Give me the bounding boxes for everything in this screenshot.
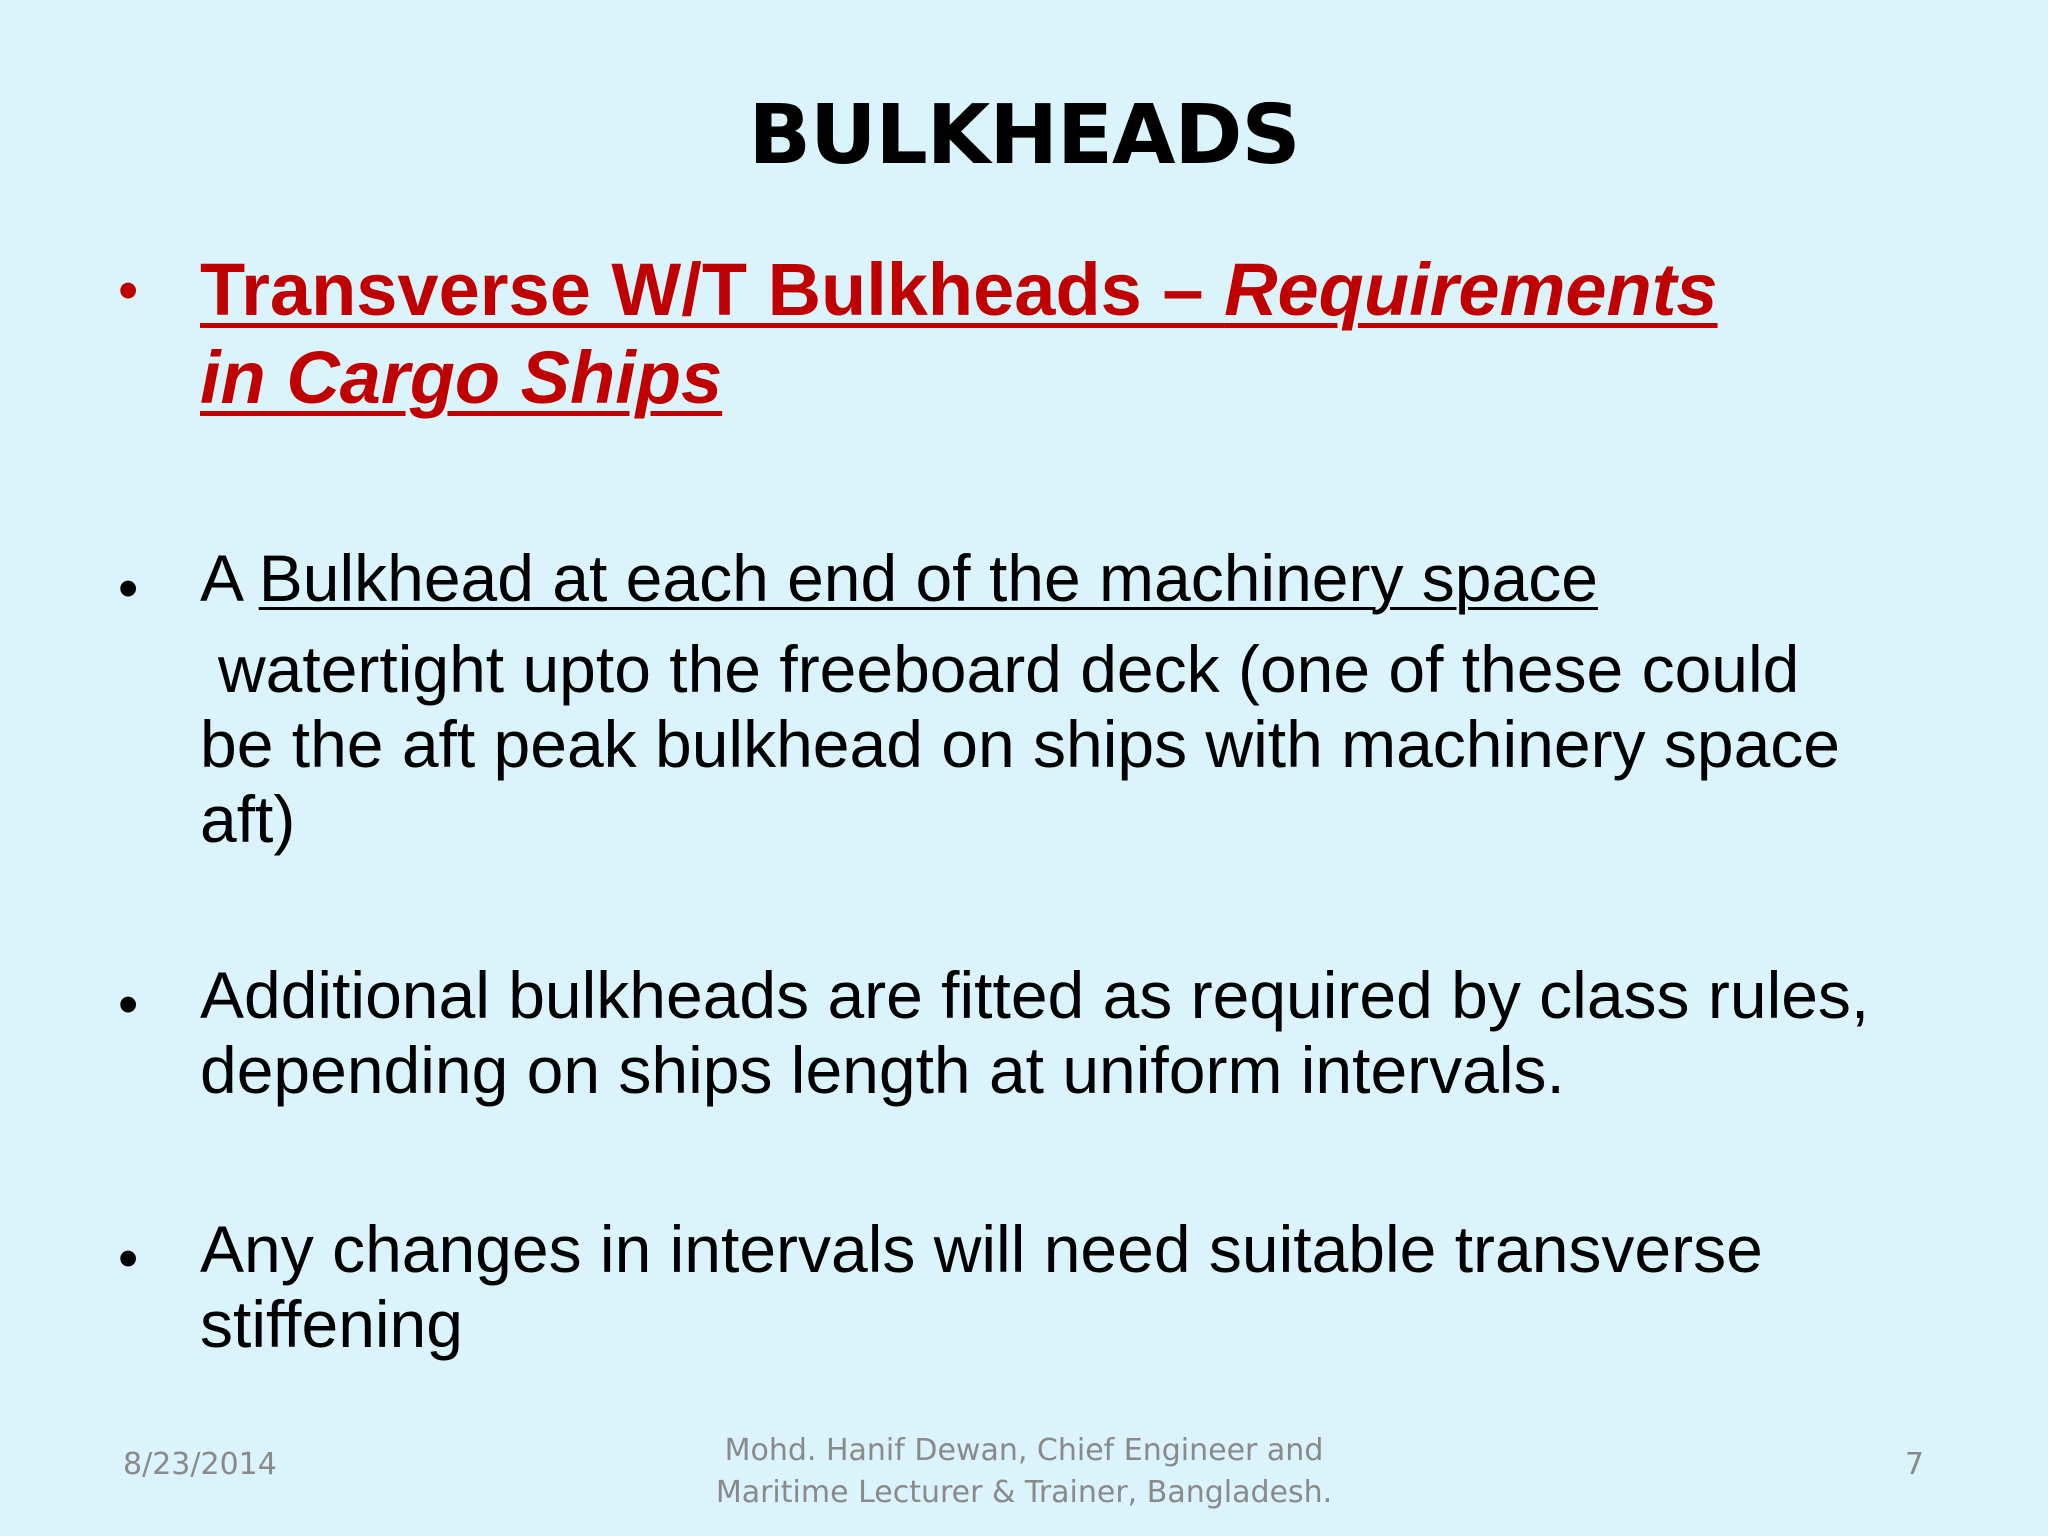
heading-main: Transverse W/T Bulkheads – <box>200 248 1225 331</box>
bullet-1-continuation <box>200 632 1920 857</box>
heading-italic-1: Requirements <box>1224 248 1718 331</box>
footer-author-line2: Maritime Lecturer & Trainer, Bangladesh. <box>715 1475 1333 1510</box>
bullet-marker: • <box>118 972 139 1037</box>
page-number: 7 <box>1904 1447 1924 1482</box>
footer-author <box>0 1430 2048 1514</box>
bullet-3-text: Any changes in intervals will need suitable transverse stiffening <box>200 1212 1763 1361</box>
section-heading <box>200 246 1920 422</box>
bullet-1-line2: watertight upto the freeboard deck (one of these could <box>218 632 1800 706</box>
slide-title: BULKHEADS <box>748 88 1300 183</box>
bullet-1-underlined: Bulkhead at each end of the machinery space <box>258 541 1598 615</box>
bullet-marker: • <box>118 556 139 621</box>
bullet-marker: • <box>118 1226 139 1291</box>
bullet-2-text: Additional bulkheads are fitted as required by class rules, depending on ships length at uniform intervals. <box>200 958 1870 1107</box>
bullet-1-prefix: A <box>200 541 259 615</box>
heading-italic-2: in Cargo Ships <box>200 336 723 419</box>
bullet-1-rest: be the aft peak bulkhead on ships with machinery space aft) <box>200 707 1841 856</box>
bullet-marker: • <box>118 258 139 323</box>
footer-date: 8/23/2014 <box>123 1447 277 1482</box>
bullet-1-first-line <box>200 541 1920 616</box>
footer-author-line1: Mohd. Hanif Dewan, Chief Engineer and <box>724 1433 1324 1468</box>
